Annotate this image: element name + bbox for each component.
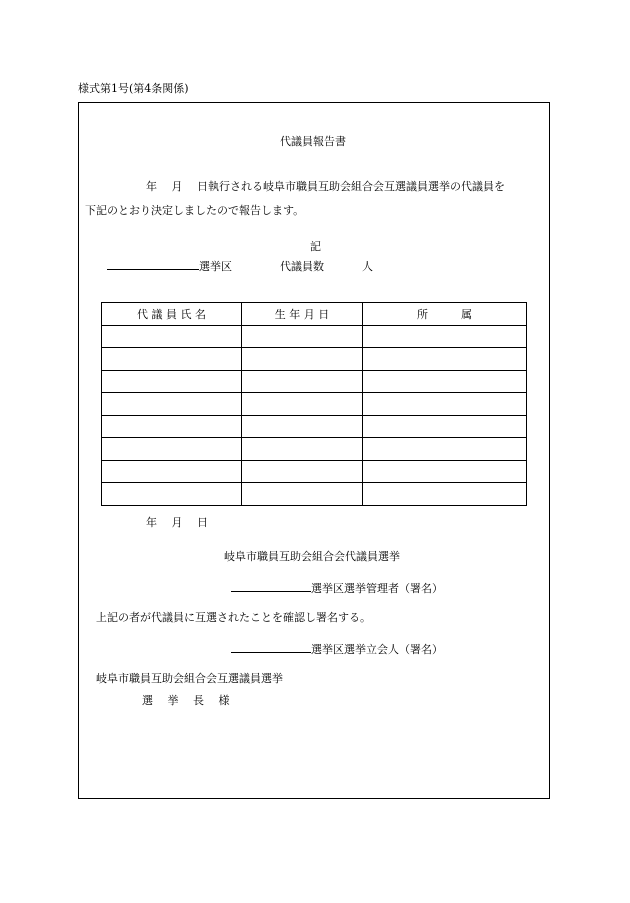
addressee-org: 岐阜市職員互助会組合会互選議員選挙	[96, 672, 283, 685]
affiliation-cell[interactable]	[363, 348, 527, 371]
date-line: 年 月 日	[146, 516, 208, 529]
rep-count-unit: 人	[362, 260, 373, 273]
table-header-row	[102, 303, 527, 326]
name-cell[interactable]	[102, 393, 242, 416]
table-row	[102, 393, 527, 416]
senkyoku-label: 選挙区	[199, 260, 232, 273]
affiliation-cell[interactable]	[363, 438, 527, 461]
birthdate-cell[interactable]	[242, 348, 363, 371]
header-birthdate: 生 年 月 日	[242, 303, 363, 326]
witness-district-blank[interactable]	[231, 642, 311, 653]
district-line	[107, 258, 373, 274]
district-name-blank[interactable]	[107, 259, 199, 270]
name-cell[interactable]	[102, 325, 242, 348]
affiliation-cell[interactable]	[363, 415, 527, 438]
birthdate-cell[interactable]	[242, 438, 363, 461]
header-name: 代 議 員 氏 名	[102, 303, 242, 326]
manager-signature-line	[231, 580, 443, 596]
manager-signature-label: 選挙区選挙管理者（署名）	[311, 582, 443, 595]
affiliation-cell[interactable]	[363, 483, 527, 506]
affiliation-cell[interactable]	[363, 370, 527, 393]
table-row	[102, 460, 527, 483]
page-title: 代議員報告書	[280, 135, 346, 148]
birthdate-cell[interactable]	[242, 415, 363, 438]
name-cell[interactable]	[102, 415, 242, 438]
name-cell[interactable]	[102, 483, 242, 506]
table-row	[102, 348, 527, 371]
birthdate-cell[interactable]	[242, 460, 363, 483]
name-cell[interactable]	[102, 438, 242, 461]
birthdate-cell[interactable]	[242, 325, 363, 348]
name-cell[interactable]	[102, 370, 242, 393]
birthdate-cell[interactable]	[242, 370, 363, 393]
org-election-title: 岐阜市職員互助会組合会代議員選挙	[224, 550, 400, 563]
body-line-1: 年 月 日執行される岐阜市職員互助会組合会互選議員選挙の代議員を	[146, 180, 505, 193]
birthdate-cell[interactable]	[242, 483, 363, 506]
ki-heading: 記	[310, 240, 321, 253]
birthdate-cell[interactable]	[242, 393, 363, 416]
witness-signature-label: 選挙区選挙立会人（署名）	[311, 643, 443, 656]
form-number: 様式第1号(第4条関係)	[78, 82, 189, 95]
rep-count-blank[interactable]	[324, 260, 362, 270]
confirmation-text: 上記の者が代議員に互選されたことを確認し署名する。	[96, 611, 371, 624]
name-cell[interactable]	[102, 348, 242, 371]
body-line-2: 下記のとおり決定しましたので報告します。	[85, 204, 305, 217]
representatives-table	[101, 302, 527, 506]
table-row	[102, 325, 527, 348]
addressee: 選 挙 長 様	[142, 694, 230, 707]
table-row	[102, 370, 527, 393]
table-row	[102, 483, 527, 506]
manager-district-blank[interactable]	[231, 581, 311, 592]
rep-count-label: 代議員数	[280, 260, 324, 273]
affiliation-cell[interactable]	[363, 460, 527, 483]
affiliation-cell[interactable]	[363, 325, 527, 348]
table-row	[102, 415, 527, 438]
affiliation-cell[interactable]	[363, 393, 527, 416]
table-row	[102, 438, 527, 461]
header-affiliation: 所 属	[363, 303, 527, 326]
name-cell[interactable]	[102, 460, 242, 483]
witness-signature-line	[231, 641, 443, 657]
